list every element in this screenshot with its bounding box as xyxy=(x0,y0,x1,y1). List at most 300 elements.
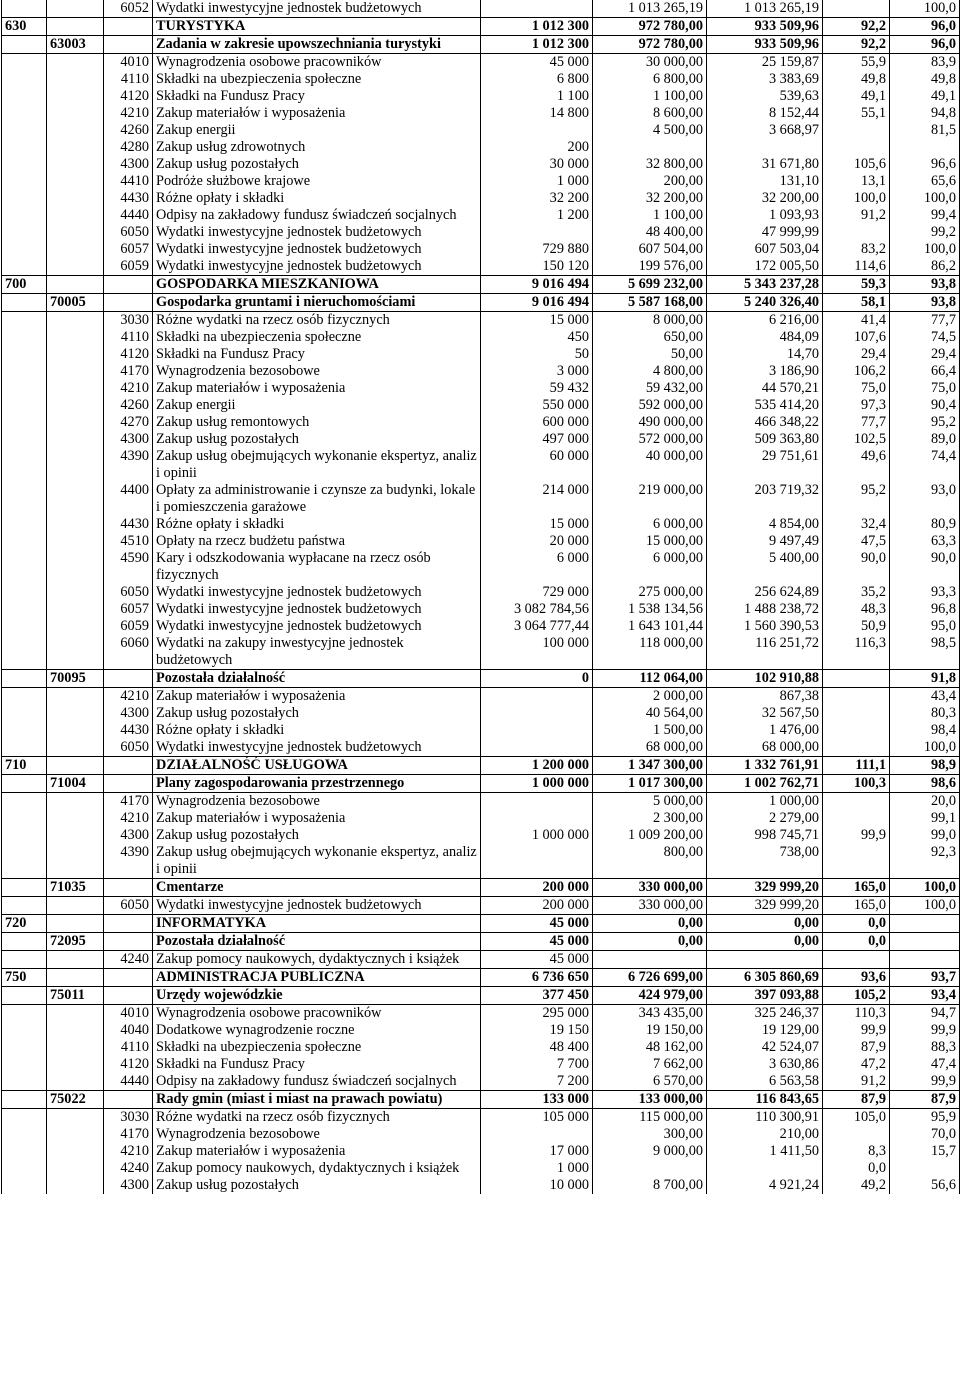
cell-plan: 45 000 xyxy=(481,54,593,72)
cell-procent-planu: 32,4 xyxy=(823,516,890,533)
cell-rozdzial xyxy=(47,105,104,122)
cell-procent-planu: 77,7 xyxy=(823,414,890,431)
cell-plan-po-zmianach: 50,00 xyxy=(593,346,707,363)
cell-procent-planu: 93,6 xyxy=(823,969,890,987)
cell-rozdzial xyxy=(47,1160,104,1177)
cell-plan xyxy=(481,0,593,18)
cell-rozdzial xyxy=(47,397,104,414)
cell-rozdzial xyxy=(47,1039,104,1056)
cell-rozdzial xyxy=(47,448,104,482)
cell-dzial xyxy=(2,987,47,1005)
cell-wykonanie: 44 570,21 xyxy=(707,380,823,397)
cell-dzial xyxy=(2,1143,47,1160)
cell-plan xyxy=(481,224,593,241)
cell-procent-planu: 87,9 xyxy=(823,1091,890,1109)
cell-paragraf: 4120 xyxy=(104,346,153,363)
cell-wykonanie: 1 488 238,72 xyxy=(707,601,823,618)
cell-plan-po-zmianach: 275 000,00 xyxy=(593,584,707,601)
cell-wykonanie: 14,70 xyxy=(707,346,823,363)
cell-wykonanie: 3 186,90 xyxy=(707,363,823,380)
cell-paragraf: 4260 xyxy=(104,397,153,414)
cell-plan-po-zmianach: 48 162,00 xyxy=(593,1039,707,1056)
table-row xyxy=(2,346,960,363)
cell-wykonanie: 867,38 xyxy=(707,688,823,706)
cell-rozdzial xyxy=(47,122,104,139)
cell-rozdzial: 71035 xyxy=(47,879,104,897)
cell-rozdzial: 70095 xyxy=(47,670,104,688)
cell-plan xyxy=(481,722,593,739)
table-row xyxy=(2,793,960,811)
table-row xyxy=(2,482,960,516)
cell-nazwa: Odpisy na zakładowy fundusz świadczeń socjalnych xyxy=(153,207,481,224)
cell-procent-planu-po-zmianach: 87,9 xyxy=(890,1091,960,1109)
cell-rozdzial xyxy=(47,844,104,879)
cell-wykonanie: 25 159,87 xyxy=(707,54,823,72)
cell-plan: 14 800 xyxy=(481,105,593,122)
cell-plan-po-zmianach: 300,00 xyxy=(593,1126,707,1143)
table-row xyxy=(2,363,960,380)
cell-procent-planu: 50,9 xyxy=(823,618,890,635)
cell-paragraf: 4240 xyxy=(104,1160,153,1177)
cell-nazwa: Opłaty za administrowanie i czynsze za budynki, lokale i pomieszczenia garażowe xyxy=(153,482,481,516)
cell-procent-planu: 59,3 xyxy=(823,276,890,294)
cell-procent-planu-po-zmianach: 89,0 xyxy=(890,431,960,448)
cell-paragraf xyxy=(104,276,153,294)
cell-paragraf: 4110 xyxy=(104,1039,153,1056)
table-row xyxy=(2,397,960,414)
cell-wykonanie: 9 497,49 xyxy=(707,533,823,550)
cell-procent-planu-po-zmianach: 96,8 xyxy=(890,601,960,618)
cell-plan-po-zmianach: 0,00 xyxy=(593,933,707,951)
cell-dzial xyxy=(2,363,47,380)
cell-procent-planu xyxy=(823,1126,890,1143)
cell-rozdzial xyxy=(47,601,104,618)
cell-nazwa: Gospodarka gruntami i nieruchomościami xyxy=(153,294,481,312)
cell-nazwa: Zadania w zakresie upowszechniania turystyki xyxy=(153,36,481,54)
cell-procent-planu-po-zmianach: 80,9 xyxy=(890,516,960,533)
cell-dzial xyxy=(2,775,47,793)
cell-plan: 1 000 000 xyxy=(481,827,593,844)
cell-procent-planu: 47,5 xyxy=(823,533,890,550)
cell-plan: 600 000 xyxy=(481,414,593,431)
cell-procent-planu xyxy=(823,951,890,969)
cell-rozdzial xyxy=(47,241,104,258)
cell-procent-planu-po-zmianach: 86,2 xyxy=(890,258,960,276)
cell-nazwa: TURYSTYKA xyxy=(153,18,481,36)
cell-plan: 7 700 xyxy=(481,1056,593,1073)
cell-dzial xyxy=(2,71,47,88)
cell-procent-planu-po-zmianach: 99,0 xyxy=(890,827,960,844)
table-row xyxy=(2,635,960,670)
cell-dzial xyxy=(2,207,47,224)
cell-rozdzial xyxy=(47,1022,104,1039)
cell-plan-po-zmianach: 490 000,00 xyxy=(593,414,707,431)
table-row xyxy=(2,88,960,105)
cell-rozdzial xyxy=(47,584,104,601)
cell-nazwa: Składki na ubezpieczenia społeczne xyxy=(153,329,481,346)
table-row-rozdzial xyxy=(2,879,960,897)
cell-paragraf: 4430 xyxy=(104,722,153,739)
cell-plan: 6 800 xyxy=(481,71,593,88)
cell-dzial xyxy=(2,346,47,363)
cell-wykonanie: 6 305 860,69 xyxy=(707,969,823,987)
cell-dzial xyxy=(2,431,47,448)
cell-wykonanie: 933 509,96 xyxy=(707,18,823,36)
cell-rozdzial xyxy=(47,329,104,346)
cell-nazwa: Różne wydatki na rzecz osób fizycznych xyxy=(153,1109,481,1127)
cell-wykonanie: 210,00 xyxy=(707,1126,823,1143)
cell-plan-po-zmianach: 1 347 300,00 xyxy=(593,757,707,775)
table-row xyxy=(2,897,960,915)
cell-plan-po-zmianach: 1 009 200,00 xyxy=(593,827,707,844)
cell-plan: 550 000 xyxy=(481,397,593,414)
cell-rozdzial xyxy=(47,915,104,933)
cell-procent-planu-po-zmianach: 65,6 xyxy=(890,173,960,190)
cell-paragraf xyxy=(104,757,153,775)
cell-dzial xyxy=(2,635,47,670)
cell-procent-planu-po-zmianach: 99,9 xyxy=(890,1073,960,1091)
cell-procent-planu-po-zmianach: 43,4 xyxy=(890,688,960,706)
cell-procent-planu: 106,2 xyxy=(823,363,890,380)
cell-rozdzial: 70005 xyxy=(47,294,104,312)
cell-rozdzial xyxy=(47,276,104,294)
cell-nazwa: Dodatkowe wynagrodzenie roczne xyxy=(153,1022,481,1039)
cell-rozdzial xyxy=(47,54,104,72)
cell-dzial: 700 xyxy=(2,276,47,294)
cell-paragraf: 4240 xyxy=(104,951,153,969)
cell-rozdzial xyxy=(47,258,104,276)
table-row-rozdzial xyxy=(2,1091,960,1109)
cell-procent-planu: 95,2 xyxy=(823,482,890,516)
cell-nazwa: Wydatki inwestycyjne jednostek budżetowych xyxy=(153,601,481,618)
cell-nazwa: Zakup pomocy naukowych, dydaktycznych i książek xyxy=(153,951,481,969)
table-row xyxy=(2,1109,960,1127)
cell-paragraf: 3030 xyxy=(104,312,153,330)
cell-dzial xyxy=(2,688,47,706)
cell-nazwa: Urzędy wojewódzkie xyxy=(153,987,481,1005)
cell-dzial xyxy=(2,414,47,431)
cell-paragraf: 4440 xyxy=(104,1073,153,1091)
cell-plan: 15 000 xyxy=(481,516,593,533)
cell-plan: 17 000 xyxy=(481,1143,593,1160)
cell-plan: 3 000 xyxy=(481,363,593,380)
cell-wykonanie: 68 000,00 xyxy=(707,739,823,757)
cell-nazwa: Zakup materiałów i wyposażenia xyxy=(153,688,481,706)
cell-plan: 1 100 xyxy=(481,88,593,105)
cell-procent-planu-po-zmianach: 93,7 xyxy=(890,969,960,987)
table-row xyxy=(2,1056,960,1073)
cell-plan: 1 000 xyxy=(481,1160,593,1177)
table-row xyxy=(2,329,960,346)
cell-dzial xyxy=(2,0,47,18)
table-row-dzial xyxy=(2,276,960,294)
cell-paragraf: 4300 xyxy=(104,1177,153,1194)
cell-plan-po-zmianach: 7 662,00 xyxy=(593,1056,707,1073)
cell-procent-planu xyxy=(823,810,890,827)
table-row xyxy=(2,1039,960,1056)
cell-plan: 200 xyxy=(481,139,593,156)
cell-plan-po-zmianach: 5 000,00 xyxy=(593,793,707,811)
cell-wykonanie: 466 348,22 xyxy=(707,414,823,431)
cell-procent-planu-po-zmianach: 93,3 xyxy=(890,584,960,601)
cell-dzial xyxy=(2,951,47,969)
cell-plan: 100 000 xyxy=(481,635,593,670)
cell-rozdzial xyxy=(47,156,104,173)
table-row xyxy=(2,224,960,241)
cell-dzial xyxy=(2,36,47,54)
cell-wykonanie xyxy=(707,951,823,969)
cell-nazwa: Zakup usług pozostałych xyxy=(153,827,481,844)
table-row-rozdzial xyxy=(2,933,960,951)
cell-plan: 6 000 xyxy=(481,550,593,584)
cell-nazwa: Zakup energii xyxy=(153,397,481,414)
cell-plan: 9 016 494 xyxy=(481,276,593,294)
cell-plan: 7 200 xyxy=(481,1073,593,1091)
cell-plan: 30 000 xyxy=(481,156,593,173)
cell-nazwa: Zakup usług obejmujących wykonanie ekspertyz, analiz i opinii xyxy=(153,448,481,482)
cell-procent-planu-po-zmianach: 90,4 xyxy=(890,397,960,414)
cell-nazwa: Składki na ubezpieczenia społeczne xyxy=(153,71,481,88)
cell-paragraf: 4400 xyxy=(104,482,153,516)
cell-plan: 1 200 000 xyxy=(481,757,593,775)
cell-procent-planu: 58,1 xyxy=(823,294,890,312)
cell-procent-planu xyxy=(823,844,890,879)
cell-nazwa: DZIAŁALNOŚĆ USŁUGOWA xyxy=(153,757,481,775)
cell-paragraf: 6057 xyxy=(104,241,153,258)
cell-plan-po-zmianach: 199 576,00 xyxy=(593,258,707,276)
table-row xyxy=(2,190,960,207)
cell-procent-planu: 116,3 xyxy=(823,635,890,670)
cell-rozdzial xyxy=(47,827,104,844)
cell-wykonanie: 3 383,69 xyxy=(707,71,823,88)
cell-wykonanie: 484,09 xyxy=(707,329,823,346)
table-row xyxy=(2,1022,960,1039)
cell-nazwa: Różne wydatki na rzecz osób fizycznych xyxy=(153,312,481,330)
table-row xyxy=(2,550,960,584)
cell-paragraf: 6050 xyxy=(104,224,153,241)
cell-wykonanie: 29 751,61 xyxy=(707,448,823,482)
cell-procent-planu: 111,1 xyxy=(823,757,890,775)
cell-rozdzial xyxy=(47,431,104,448)
table-row xyxy=(2,827,960,844)
cell-procent-planu-po-zmianach: 99,9 xyxy=(890,1022,960,1039)
cell-plan: 377 450 xyxy=(481,987,593,1005)
cell-wykonanie: 47 999,99 xyxy=(707,224,823,241)
cell-plan-po-zmianach: 4 800,00 xyxy=(593,363,707,380)
cell-dzial xyxy=(2,139,47,156)
cell-plan-po-zmianach: 15 000,00 xyxy=(593,533,707,550)
cell-dzial xyxy=(2,88,47,105)
cell-rozdzial xyxy=(47,380,104,397)
cell-dzial xyxy=(2,618,47,635)
table-row xyxy=(2,1126,960,1143)
cell-paragraf xyxy=(104,915,153,933)
cell-plan-po-zmianach: 30 000,00 xyxy=(593,54,707,72)
cell-plan-po-zmianach: 1 643 101,44 xyxy=(593,618,707,635)
cell-dzial xyxy=(2,380,47,397)
table-body xyxy=(2,0,960,1194)
cell-paragraf: 4010 xyxy=(104,1005,153,1023)
cell-plan: 45 000 xyxy=(481,951,593,969)
cell-procent-planu xyxy=(823,122,890,139)
cell-procent-planu: 49,8 xyxy=(823,71,890,88)
cell-plan-po-zmianach: 5 587 168,00 xyxy=(593,294,707,312)
cell-procent-planu: 165,0 xyxy=(823,897,890,915)
table-row xyxy=(2,139,960,156)
cell-paragraf: 4410 xyxy=(104,173,153,190)
cell-paragraf: 4590 xyxy=(104,550,153,584)
cell-nazwa: Plany zagospodarowania przestrzennego xyxy=(153,775,481,793)
cell-dzial xyxy=(2,294,47,312)
cell-plan-po-zmianach: 219 000,00 xyxy=(593,482,707,516)
cell-procent-planu-po-zmianach: 93,8 xyxy=(890,294,960,312)
cell-nazwa: Zakup usług pozostałych xyxy=(153,156,481,173)
cell-nazwa: Opłaty na rzecz budżetu państwa xyxy=(153,533,481,550)
cell-plan-po-zmianach: 607 504,00 xyxy=(593,241,707,258)
cell-nazwa: Podróże służbowe krajowe xyxy=(153,173,481,190)
cell-dzial xyxy=(2,105,47,122)
table-row xyxy=(2,71,960,88)
cell-procent-planu: 107,6 xyxy=(823,329,890,346)
cell-paragraf: 4300 xyxy=(104,705,153,722)
cell-plan-po-zmianach: 6 800,00 xyxy=(593,71,707,88)
cell-plan-po-zmianach: 2 000,00 xyxy=(593,688,707,706)
cell-procent-planu-po-zmianach xyxy=(890,951,960,969)
table-row-dzial xyxy=(2,757,960,775)
table-row xyxy=(2,1160,960,1177)
cell-dzial xyxy=(2,1056,47,1073)
cell-rozdzial xyxy=(47,224,104,241)
cell-procent-planu: 100,0 xyxy=(823,190,890,207)
cell-rozdzial xyxy=(47,190,104,207)
cell-procent-planu: 99,9 xyxy=(823,827,890,844)
cell-nazwa: Zakup materiałów i wyposażenia xyxy=(153,105,481,122)
cell-paragraf: 4390 xyxy=(104,448,153,482)
table-row xyxy=(2,705,960,722)
cell-plan-po-zmianach: 32 800,00 xyxy=(593,156,707,173)
cell-wykonanie: 1 332 761,91 xyxy=(707,757,823,775)
cell-rozdzial xyxy=(47,346,104,363)
cell-wykonanie: 42 524,07 xyxy=(707,1039,823,1056)
cell-nazwa: Pozostała działalność xyxy=(153,670,481,688)
cell-nazwa: INFORMATYKA xyxy=(153,915,481,933)
cell-plan: 0 xyxy=(481,670,593,688)
cell-paragraf: 4210 xyxy=(104,105,153,122)
cell-plan: 48 400 xyxy=(481,1039,593,1056)
cell-procent-planu: 114,6 xyxy=(823,258,890,276)
cell-plan-po-zmianach: 40 564,00 xyxy=(593,705,707,722)
cell-paragraf: 4110 xyxy=(104,329,153,346)
cell-wykonanie xyxy=(707,1160,823,1177)
table-row-rozdzial xyxy=(2,775,960,793)
cell-rozdzial xyxy=(47,1177,104,1194)
cell-wykonanie: 131,10 xyxy=(707,173,823,190)
cell-dzial xyxy=(2,190,47,207)
cell-plan-po-zmianach: 330 000,00 xyxy=(593,897,707,915)
cell-dzial xyxy=(2,224,47,241)
cell-dzial xyxy=(2,1005,47,1023)
cell-nazwa: Wydatki inwestycyjne jednostek budżetowych xyxy=(153,224,481,241)
cell-nazwa: Wydatki na zakupy inwestycyjne jednostek budżetowych xyxy=(153,635,481,670)
cell-rozdzial xyxy=(47,1143,104,1160)
cell-dzial xyxy=(2,827,47,844)
cell-paragraf: 4120 xyxy=(104,1056,153,1073)
cell-nazwa: Wynagrodzenia bezosobowe xyxy=(153,1126,481,1143)
cell-procent-planu: 90,0 xyxy=(823,550,890,584)
cell-dzial xyxy=(2,1022,47,1039)
cell-wykonanie: 509 363,80 xyxy=(707,431,823,448)
cell-nazwa: Wynagrodzenia osobowe pracowników xyxy=(153,1005,481,1023)
cell-wykonanie: 6 563,58 xyxy=(707,1073,823,1091)
cell-procent-planu: 49,6 xyxy=(823,448,890,482)
cell-nazwa: Zakup energii xyxy=(153,122,481,139)
cell-paragraf: 4210 xyxy=(104,688,153,706)
cell-nazwa: Wynagrodzenia bezosobowe xyxy=(153,793,481,811)
cell-paragraf: 4260 xyxy=(104,122,153,139)
cell-procent-planu: 105,6 xyxy=(823,156,890,173)
cell-rozdzial xyxy=(47,0,104,18)
cell-dzial xyxy=(2,1177,47,1194)
cell-paragraf: 4170 xyxy=(104,363,153,380)
cell-procent-planu: 35,2 xyxy=(823,584,890,601)
cell-procent-planu-po-zmianach: 99,2 xyxy=(890,224,960,241)
cell-paragraf xyxy=(104,933,153,951)
cell-procent-planu-po-zmianach: 95,0 xyxy=(890,618,960,635)
cell-procent-planu-po-zmianach: 77,7 xyxy=(890,312,960,330)
cell-plan: 200 000 xyxy=(481,879,593,897)
cell-dzial xyxy=(2,810,47,827)
cell-plan-po-zmianach: 19 150,00 xyxy=(593,1022,707,1039)
cell-nazwa: ADMINISTRACJA PUBLICZNA xyxy=(153,969,481,987)
cell-paragraf: 6059 xyxy=(104,258,153,276)
cell-procent-planu-po-zmianach: 56,6 xyxy=(890,1177,960,1194)
cell-dzial xyxy=(2,1126,47,1143)
cell-dzial xyxy=(2,329,47,346)
cell-rozdzial xyxy=(47,173,104,190)
cell-rozdzial xyxy=(47,312,104,330)
cell-dzial xyxy=(2,1073,47,1091)
cell-plan-po-zmianach: 68 000,00 xyxy=(593,739,707,757)
cell-procent-planu: 92,2 xyxy=(823,36,890,54)
cell-plan-po-zmianach: 972 780,00 xyxy=(593,18,707,36)
cell-plan-po-zmianach: 48 400,00 xyxy=(593,224,707,241)
cell-procent-planu-po-zmianach: 29,4 xyxy=(890,346,960,363)
table-row-rozdzial xyxy=(2,987,960,1005)
cell-procent-planu xyxy=(823,793,890,811)
cell-wykonanie: 116 843,65 xyxy=(707,1091,823,1109)
cell-plan-po-zmianach: 343 435,00 xyxy=(593,1005,707,1023)
cell-procent-planu-po-zmianach: 94,7 xyxy=(890,1005,960,1023)
cell-procent-planu: 8,3 xyxy=(823,1143,890,1160)
cell-nazwa: Składki na ubezpieczenia społeczne xyxy=(153,1039,481,1056)
cell-wykonanie: 607 503,04 xyxy=(707,241,823,258)
cell-plan: 729 000 xyxy=(481,584,593,601)
cell-procent-planu: 55,9 xyxy=(823,54,890,72)
cell-procent-planu-po-zmianach: 49,8 xyxy=(890,71,960,88)
cell-procent-planu xyxy=(823,670,890,688)
cell-plan: 133 000 xyxy=(481,1091,593,1109)
cell-procent-planu-po-zmianach: 74,5 xyxy=(890,329,960,346)
cell-plan xyxy=(481,705,593,722)
cell-procent-planu-po-zmianach: 100,0 xyxy=(890,190,960,207)
cell-plan: 45 000 xyxy=(481,915,593,933)
cell-dzial xyxy=(2,1109,47,1127)
cell-plan-po-zmianach: 59 432,00 xyxy=(593,380,707,397)
cell-nazwa: Zakup materiałów i wyposażenia xyxy=(153,1143,481,1160)
cell-wykonanie: 738,00 xyxy=(707,844,823,879)
cell-plan: 3 064 777,44 xyxy=(481,618,593,635)
cell-procent-planu-po-zmianach: 92,3 xyxy=(890,844,960,879)
